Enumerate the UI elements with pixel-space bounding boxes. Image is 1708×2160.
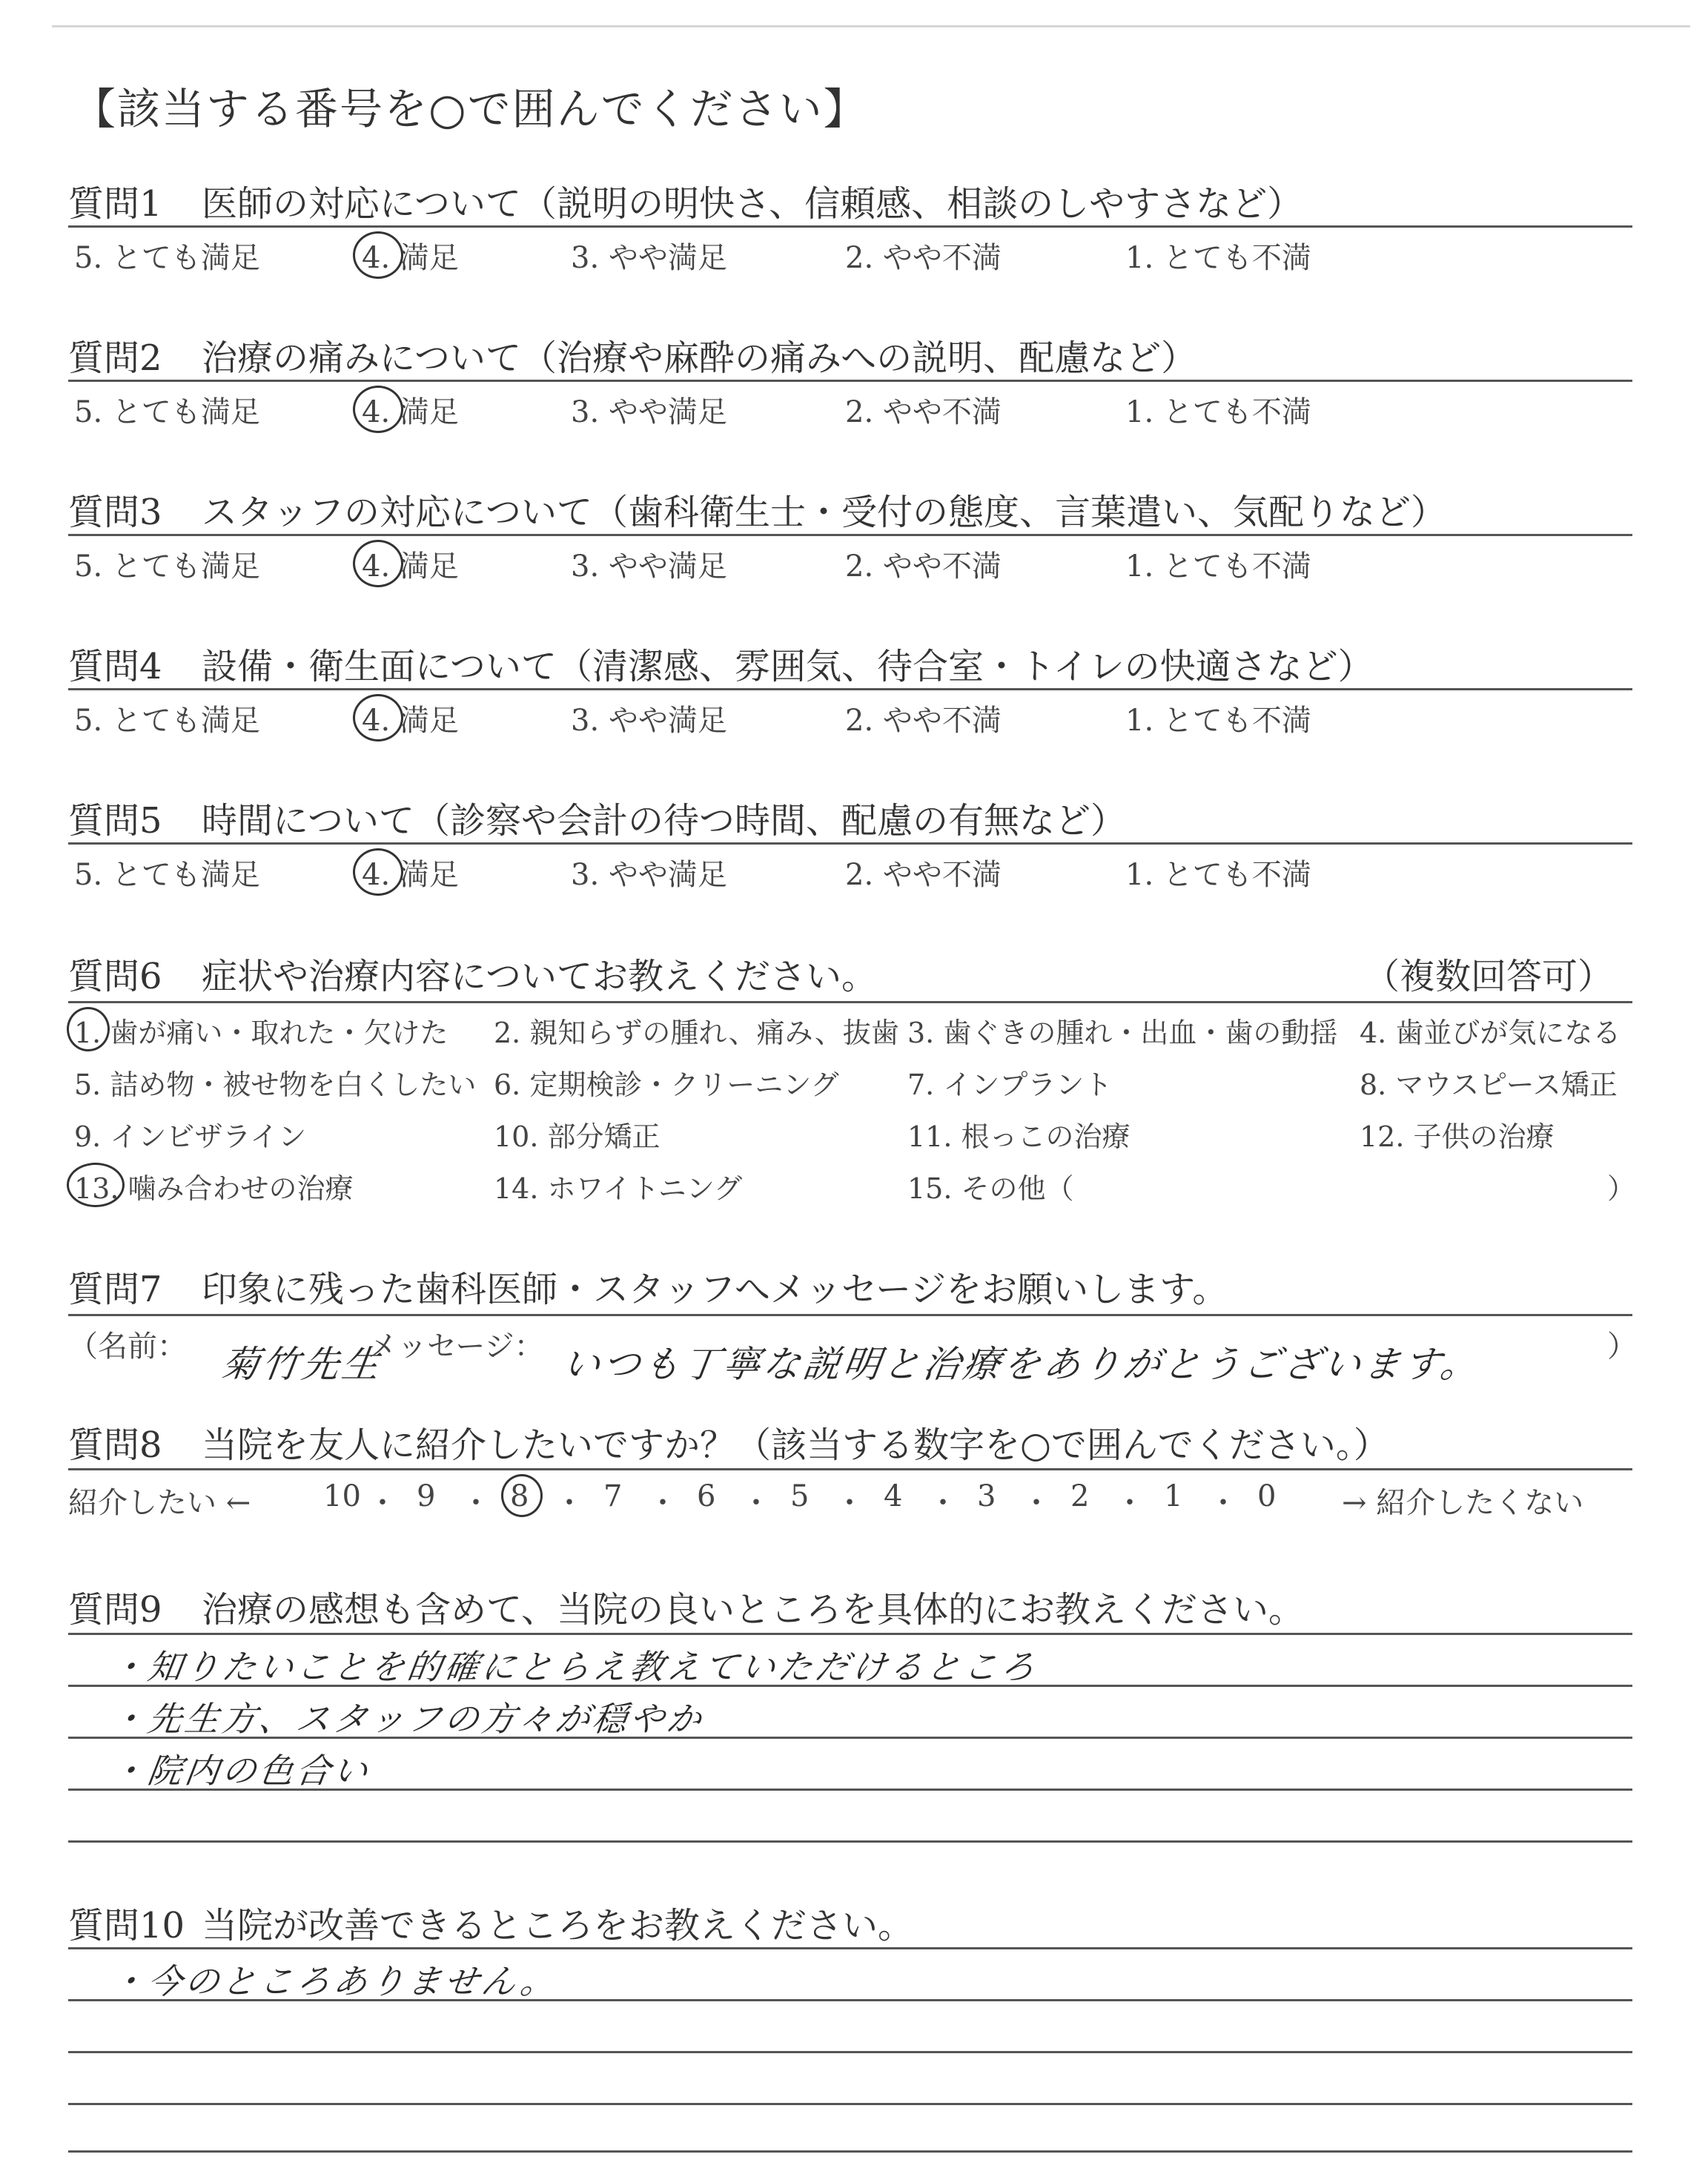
rating-option: 4. 満足 — [362, 395, 459, 429]
q6-label: 質問6 — [68, 956, 162, 997]
question-text: 治療の痛みについて（治療や麻酔の痛みへの説明、配慮など） — [202, 337, 1197, 379]
scale-separator: ・ — [461, 1486, 491, 1520]
rating-option: 2. やや不満 — [845, 704, 1002, 738]
q7-rule — [68, 1314, 1632, 1316]
q9-line — [68, 1840, 1632, 1843]
q6-text: 症状や治療内容についてお教えください。 — [202, 956, 878, 997]
q10-answer: ・今のところありません。 — [107, 1961, 561, 2001]
scale-number: 2 — [1070, 1479, 1090, 1513]
question-label: 質問5 — [68, 800, 162, 842]
scale-separator: ・ — [1115, 1486, 1145, 1520]
rating-option: 5. とても満足 — [74, 858, 260, 892]
question-rule — [68, 688, 1632, 690]
rating-option: 4. 満足 — [362, 704, 459, 738]
scale-separator: ・ — [368, 1486, 397, 1520]
q6-item: 3. 歯ぐきの腫れ・出血・歯の動揺 — [907, 1017, 1338, 1049]
scale-number: 3 — [977, 1479, 996, 1513]
q7-name-label: （名前： — [68, 1330, 187, 1364]
selected-circle — [67, 1007, 110, 1051]
scale-number: 9 — [417, 1479, 436, 1513]
scale-separator: ・ — [1208, 1486, 1238, 1520]
q9-text: 治療の感想も含めて、当院の良いところを具体的にお教えください。 — [202, 1589, 1305, 1631]
q7-message-label: メッセージ： — [368, 1330, 544, 1364]
question-label: 質問3 — [68, 492, 162, 533]
rating-option: 5. とても満足 — [74, 395, 260, 429]
rating-option: 4. 満足 — [362, 549, 459, 584]
scale-number: 0 — [1257, 1479, 1277, 1513]
q6-note: （複数回答可） — [1364, 956, 1614, 997]
q6-item: 14. ホワイトニング — [494, 1172, 743, 1205]
q6-item: 11. 根っこの治療 — [907, 1120, 1131, 1153]
q6-item: 7. インプラント — [907, 1069, 1113, 1101]
rating-option: 4. 満足 — [362, 241, 459, 275]
q7-text: 印象に残った歯科医師・スタッフへメッセージをお願いします。 — [202, 1269, 1228, 1310]
scale-number: 7 — [603, 1479, 623, 1513]
scale-number: 10 — [323, 1479, 361, 1513]
q10-line — [68, 2150, 1632, 2153]
q6-item: 1. 歯が痛い・取れた・欠けた — [74, 1017, 448, 1049]
scale-number: 5 — [790, 1479, 810, 1513]
question-text: 時間について（診察や会計の待つ時間、配慮の有無など） — [202, 800, 1127, 842]
q9-label: 質問9 — [68, 1589, 162, 1631]
question-label: 質問2 — [68, 337, 162, 379]
question-rule — [68, 534, 1632, 536]
question-text: スタッフの対応について（歯科衛生士・受付の態度、言葉遣い、気配りなど） — [202, 492, 1447, 533]
question-rule — [68, 380, 1632, 382]
scale-separator: ・ — [928, 1486, 958, 1520]
rating-option: 2. やや不満 — [845, 858, 1002, 892]
scale-separator: ・ — [835, 1486, 864, 1520]
question-text: 医師の対応について（説明の明快さ、信頼感、相談のしやすさなど） — [202, 183, 1303, 225]
scale-separator: ・ — [1022, 1486, 1051, 1520]
rating-option: 3. やや満足 — [571, 858, 727, 892]
rating-option: 3. やや満足 — [571, 241, 727, 275]
selected-circle — [353, 540, 403, 587]
q6-item: 5. 詰め物・被せ物を白くしたい — [74, 1069, 477, 1101]
rating-option: 2. やや不満 — [845, 395, 1002, 429]
scale-separator: ・ — [648, 1486, 678, 1520]
question-label: 質問4 — [68, 646, 162, 687]
q6-item: 2. 親知らずの腫れ、痛み、抜歯 — [494, 1017, 899, 1049]
q6-item: 4. 歯並びが気になる — [1360, 1017, 1621, 1049]
q8-rule — [68, 1468, 1632, 1470]
q6-item: 9. インビザライン — [74, 1120, 307, 1153]
rating-option: 3. やや満足 — [571, 704, 727, 738]
scale-number: 8 — [510, 1479, 529, 1513]
q7-message-value: いつも丁寧な説明と治療をありがとうございます。 — [560, 1343, 1484, 1386]
q8-text: 当院を友人に紹介したいですか？（該当する数字を○で囲んでください。） — [202, 1424, 1389, 1466]
scale-separator: ・ — [741, 1486, 771, 1520]
q10-label: 質問10 — [68, 1905, 185, 1946]
scale-number: 6 — [697, 1479, 716, 1513]
q6-item: 13. 噛み合わせの治療 — [74, 1172, 354, 1205]
q7-label: 質問7 — [68, 1269, 162, 1310]
selected-circle — [353, 694, 403, 742]
rating-option: 2. やや不満 — [845, 549, 1002, 584]
question-rule — [68, 842, 1632, 845]
q8-right-label: → 紹介したくない — [1342, 1486, 1584, 1520]
rating-option: 5. とても満足 — [74, 704, 260, 738]
q7-name-value: 菊竹先生 — [219, 1343, 385, 1386]
rating-option: 1. とても不満 — [1125, 241, 1311, 275]
selected-circle — [353, 386, 403, 433]
rating-option: 4. 満足 — [362, 858, 459, 892]
q9-answer: ・先生方、スタッフの方々が穏やか — [107, 1699, 707, 1739]
q10-line — [68, 2051, 1632, 2053]
selected-circle — [501, 1474, 543, 1517]
q6-item: ） — [1607, 1172, 1636, 1205]
rating-option: 5. とても満足 — [74, 241, 260, 275]
rating-option: 1. とても不満 — [1125, 395, 1311, 429]
q6-rule — [68, 1001, 1632, 1003]
rating-option: 2. やや不満 — [845, 241, 1002, 275]
q10-text: 当院が改善できるところをお教えください。 — [202, 1905, 914, 1946]
q6-item: 12. 子供の治療 — [1360, 1120, 1555, 1153]
q6-item: 6. 定期検診・クリーニング — [494, 1069, 839, 1101]
selected-circle — [353, 848, 403, 896]
scale-number: 1 — [1164, 1479, 1183, 1513]
question-text: 設備・衛生面について（清潔感、雰囲気、待合室・トイレの快適さなど） — [202, 646, 1374, 687]
scale-separator: ・ — [555, 1486, 584, 1520]
q6-item: 8. マウスピース矯正 — [1360, 1069, 1618, 1101]
rating-option: 1. とても不満 — [1125, 858, 1311, 892]
page-title: 【該当する番号を○で囲んでください】 — [73, 84, 868, 134]
q9-answer: ・知りたいことを的確にとらえ教えていただけるところ — [107, 1647, 1041, 1687]
q8-label: 質問8 — [68, 1424, 162, 1466]
rating-option: 1. とても不満 — [1125, 549, 1311, 584]
rating-option: 1. とても不満 — [1125, 704, 1311, 738]
rating-option: 3. やや満足 — [571, 549, 727, 584]
rating-option: 3. やや満足 — [571, 395, 727, 429]
q7-close: ） — [1607, 1330, 1637, 1364]
selected-circle — [67, 1163, 125, 1207]
q6-item: 10. 部分矯正 — [494, 1120, 661, 1153]
question-rule — [68, 225, 1632, 228]
q10-rule — [68, 1947, 1632, 1949]
q9-rule — [68, 1633, 1632, 1635]
rating-option: 5. とても満足 — [74, 549, 260, 584]
q9-answer: ・院内の色合い — [107, 1751, 374, 1791]
q10-line — [68, 2103, 1632, 2105]
top-border — [52, 25, 1690, 27]
question-label: 質問1 — [68, 183, 162, 225]
q8-left-label: 紹介したい ← — [68, 1486, 251, 1520]
scale-number: 4 — [884, 1479, 903, 1513]
q6-item: 15. その他（ — [907, 1172, 1074, 1205]
selected-circle — [353, 231, 403, 279]
